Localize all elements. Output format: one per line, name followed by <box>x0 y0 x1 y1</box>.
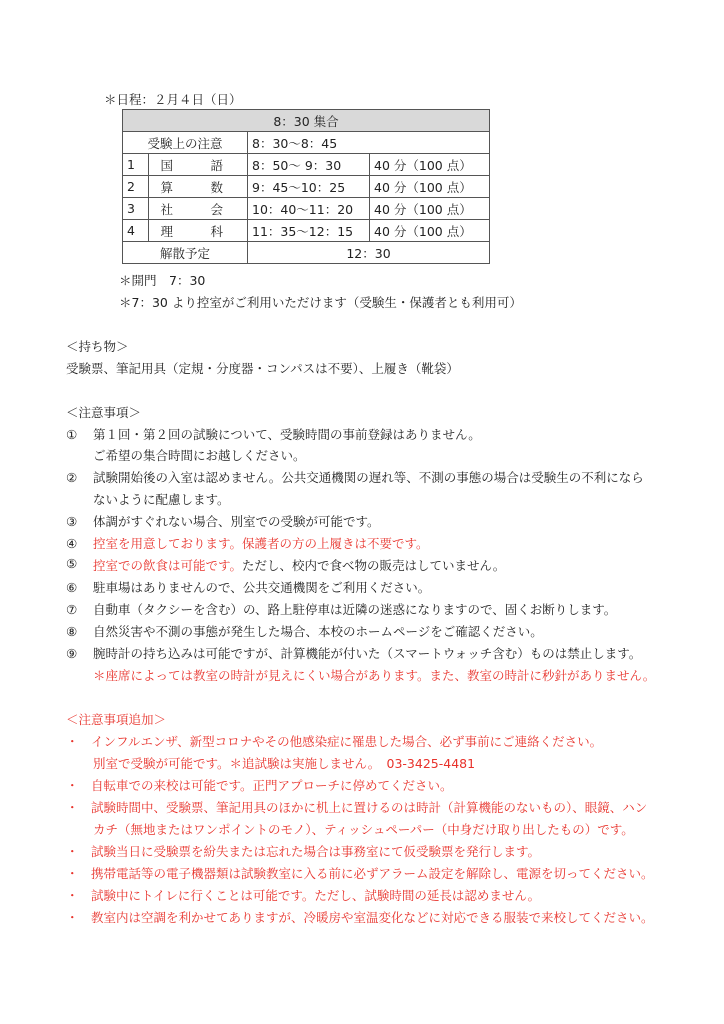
dismiss-time: 12：30 <box>248 242 490 264</box>
bullet: ・ <box>66 844 79 859</box>
item-text: 腕時計の持ち込みは可能ですが、計算機能が付いた（スマートウォッチ含む）ものは禁止します。 <box>93 646 642 661</box>
gate-open-note: ＊開門 7：30 <box>119 273 206 288</box>
notice-label: 受験上の注意 <box>123 132 248 154</box>
list-item <box>66 644 641 662</box>
bullet: ・ <box>66 800 79 815</box>
item-number: ① <box>66 427 78 442</box>
subject-time: 11：35〜12：15 <box>248 220 370 242</box>
subject-time: 9：45〜10：25 <box>248 176 370 198</box>
item-text: 自動車（タクシーを含む）の、路上駐停車は近隣の迷惑になりますので、固くお断りします。 <box>93 602 617 617</box>
item-text: 試験当日に受験票を紛失または忘れた場合は事務室にて仮受験票を発行します。 <box>91 844 541 859</box>
belongings-text: 受験票、筆記用具（定規・分度器・コンパスは不要）、上履き（靴袋） <box>66 361 459 376</box>
schedule-date: ＊日程：２月４日（日） <box>104 92 242 107</box>
item-number: ③ <box>66 514 78 529</box>
subject-name: 算 数 <box>149 176 248 198</box>
item-number: ⑤ <box>66 556 78 571</box>
item-text: 駐車場はありませんので、公共交通機関をご利用ください。 <box>93 580 431 595</box>
list-item <box>66 776 453 794</box>
table-row <box>123 154 490 176</box>
list-item <box>66 908 654 926</box>
item-text-cont: カチ（無地またはワンポイントのモノ）、ティッシュペーパー（中身だけ取り出したもの）です。 <box>93 822 634 837</box>
schedule-header: 8：30 集合 <box>123 110 490 132</box>
subject-name: 社 会 <box>149 198 248 220</box>
item-text: 試験中にトイレに行くことは可能です。ただし、試験時間の延長は認めません。 <box>91 888 541 903</box>
list-item <box>66 534 429 552</box>
item-text: 自転車での来校は可能です。正門アプローチに停めてください。 <box>91 778 453 793</box>
belongings-heading: ＜持ち物＞ <box>66 339 129 354</box>
subject-duration: 40 分（100 点） <box>370 220 490 242</box>
item-text: 控室を用意しております。保護者の方の上履きは不要です。 <box>93 536 429 551</box>
item-text: 自然災害や不測の事態が発生した場合、本校のホームページをご確認ください。 <box>93 624 543 639</box>
subject-duration: 40 分（100 点） <box>370 154 490 176</box>
table-row <box>123 176 490 198</box>
item-text: 第１回・第２回の試験について、受験時間の事前登録はありません。 <box>93 427 481 442</box>
list-item <box>66 798 647 816</box>
bullet: ・ <box>66 778 79 793</box>
additional-heading: ＜注意事項追加＞ <box>66 712 167 727</box>
subject-no: 3 <box>123 198 149 220</box>
list-item <box>66 512 380 530</box>
item-text: 体調がすぐれない場合、別室での受験が可能です。 <box>93 514 380 529</box>
item-text-cont: 別室で受験が可能です。＊追試験は実施しません。 03-3425-4481 <box>93 756 476 771</box>
list-item <box>66 425 481 443</box>
item-text: 控室での飲食は可能です。ただし、校内で食べ物の販売はしていません。 <box>93 558 506 573</box>
bullet: ・ <box>66 866 79 881</box>
subject-name: 理 科 <box>149 220 248 242</box>
clock-note: ＊座席によっては教室の時計が見えにくい場合があります。また、教室の時計に秒針がありません。 <box>93 668 656 683</box>
bullet: ・ <box>66 910 79 925</box>
notice-time: 8：30〜8：45 <box>248 132 490 154</box>
item-number: ⑧ <box>66 624 78 639</box>
item-text: 携帯電話等の電子機器類は試験教室に入る前に必ずアラーム設定を解除し、電源を切ってください。 <box>91 866 654 881</box>
schedule-table <box>122 109 490 264</box>
item-text: 試験時間中、受験票、筆記用具のほかに机上に置けるのは時計（計算機能のないもの）、眼鏡、ハン <box>91 800 648 815</box>
dismiss-label: 解散予定 <box>123 242 248 264</box>
item-number: ⑥ <box>66 580 78 595</box>
item-text: 試験開始後の入室は認めません。公共交通機関の遅れ等、不測の事態の場合は受験生の不利になら <box>93 470 644 485</box>
list-item <box>66 886 540 904</box>
list-item <box>66 622 543 640</box>
item-number: ② <box>66 470 78 485</box>
bullet: ・ <box>66 888 79 903</box>
item-text: 教室内は空調を利かせてありますが、冷暖房や室温変化などに対応できる服装で来校してください。 <box>91 910 654 925</box>
list-item <box>66 600 616 618</box>
notes-heading: ＜注意事項＞ <box>66 405 142 420</box>
subject-duration: 40 分（100 点） <box>370 176 490 198</box>
subject-no: 1 <box>123 154 149 176</box>
subject-no: 2 <box>123 176 149 198</box>
bullet: ・ <box>66 734 79 749</box>
table-row <box>123 198 490 220</box>
item-text: インフルエンザ、新型コロナやその他感染症に罹患した場合、必ず事前にご連絡ください。 <box>91 734 603 749</box>
subject-duration: 40 分（100 点） <box>370 198 490 220</box>
list-item <box>66 732 602 750</box>
list-item <box>66 842 540 860</box>
item-text-cont: ないように配慮します。 <box>93 492 230 507</box>
item-number: ⑨ <box>66 646 78 661</box>
item-number: ⑦ <box>66 602 78 617</box>
subject-time: 10：40〜11：20 <box>248 198 370 220</box>
item-number: ④ <box>66 536 78 551</box>
list-item <box>66 864 654 882</box>
item-text-cont: ご希望の集合時間にお越しください。 <box>93 448 306 463</box>
list-item <box>66 578 430 596</box>
waiting-room-note: ＊7：30 より控室がご利用いただけます（受験生・保護者とも利用可） <box>119 295 522 310</box>
list-item <box>66 468 644 486</box>
table-row <box>123 220 490 242</box>
subject-time: 8：50〜 9：30 <box>248 154 370 176</box>
subject-no: 4 <box>123 220 149 242</box>
subject-name: 国 語 <box>149 154 248 176</box>
